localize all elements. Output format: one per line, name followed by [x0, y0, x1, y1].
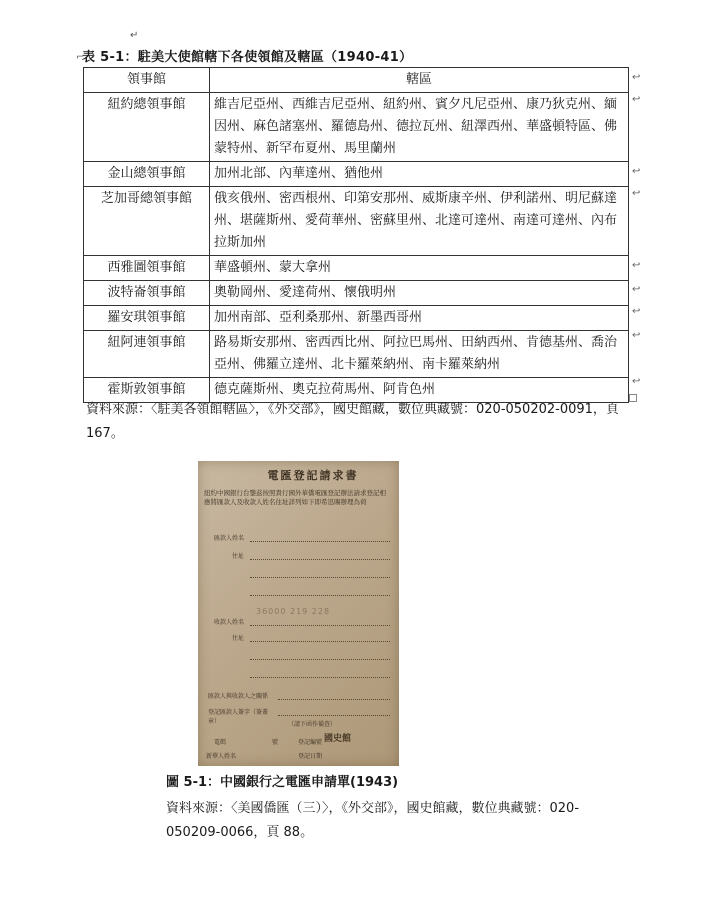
- end-of-row-mark: ↩: [632, 94, 641, 105]
- form-label: 住址: [232, 553, 245, 560]
- telegram-form-image: [198, 461, 399, 766]
- form-serial-number: 36000 219 228: [256, 607, 331, 616]
- end-of-row-mark: ↩: [632, 260, 641, 271]
- end-of-row-mark: ↩: [632, 284, 641, 295]
- form-line: [250, 625, 390, 626]
- consulate-districts: 路易斯安那州、密西西比州、阿拉巴馬州、田納西州、肯德基州、喬治亞州、佛羅立達州、北卡羅萊納州、南卡羅萊納州: [210, 331, 629, 378]
- form-label: 號: [272, 739, 279, 746]
- form-line: [250, 641, 390, 642]
- consulate-name: 霍斯敦領事館: [84, 378, 210, 403]
- form-label: 登記匯款人簽字（簽蓋章）: [208, 709, 269, 725]
- table-header-row: [84, 68, 629, 93]
- table-row: [84, 256, 629, 281]
- anchor-mark-icon: ⌐: [76, 52, 85, 63]
- form-label: 匯款人姓名: [214, 535, 245, 542]
- consulate-table: [83, 67, 629, 403]
- consulate-districts: 加州南部、亞利桑那州、新墨西哥州: [210, 306, 629, 331]
- end-of-row-mark: ↩: [632, 166, 641, 177]
- end-of-row-mark: ↩: [632, 72, 641, 83]
- form-label: 住址: [232, 635, 245, 642]
- form-line: [250, 559, 390, 560]
- form-label: 登記日期: [298, 753, 323, 760]
- table-source-note: 資料來源：〈駐美各領館轄區〉，《外交部》，國史館藏，數位典藏號：020-050202-0091，頁 167。: [86, 402, 619, 441]
- form-line: [278, 715, 390, 716]
- consulate-districts: 加州北部、內華達州、猶他州: [210, 162, 629, 187]
- column-header-districts: 轄區: [210, 68, 629, 93]
- end-of-row-mark: ↩: [632, 330, 641, 341]
- archive-stamp: 國史館: [324, 734, 352, 744]
- consulate-name: 羅安琪領事館: [84, 306, 210, 331]
- table-title: 表 5-1：駐美大使館轄下各使領館及轄區（1940-41）: [82, 50, 413, 65]
- table-row: [84, 187, 629, 256]
- consulate-name: 波特崙領事館: [84, 281, 210, 306]
- paragraph-mark: ↵: [130, 30, 139, 41]
- form-line: [250, 677, 390, 678]
- consulate-name: 西雅圖領事館: [84, 256, 210, 281]
- table-row: [84, 306, 629, 331]
- consulate-districts: 維吉尼亞州、西維吉尼亞州、紐約州、賓夕凡尼亞州、康乃狄克州、緬因州、麻色諸塞州、羅德島州、德拉瓦州、紐澤西州、華盛頓特區、佛蒙特州、新罕布夏州、馬里蘭州: [210, 93, 629, 162]
- table-row: [84, 331, 629, 378]
- form-line: [250, 659, 390, 660]
- column-header-consulate: 領事館: [84, 68, 210, 93]
- form-title: 電匯登記請求書: [267, 469, 359, 482]
- consulate-districts: 奧勒岡州、愛達荷州、懷俄明州: [210, 281, 629, 306]
- end-of-row-mark: ↩: [632, 306, 641, 317]
- form-label: 登記編號: [298, 739, 323, 746]
- form-label: 新華人姓名: [206, 753, 237, 760]
- consulate-name: 紐約總領事館: [84, 93, 210, 162]
- table-row: [84, 93, 629, 162]
- consulate-districts: 華盛頓州、蒙大拿州: [210, 256, 629, 281]
- consulate-name: 金山總領事館: [84, 162, 210, 187]
- consulate-districts: 俄亥俄州、密西根州、印第安那州、威斯康辛州、伊利諾州、明尼蘇達州、堪薩斯州、愛荷華州、密蘇里州、北達可達州、南達可達州、內布拉斯加州: [210, 187, 629, 256]
- form-label: 電碼: [214, 739, 227, 746]
- form-line: [278, 699, 390, 700]
- form-line: [250, 541, 390, 542]
- figure-caption: 圖 5-1：中國銀行之電匯申請單(1943): [166, 775, 399, 790]
- consulate-name: 芝加哥總領事館: [84, 187, 210, 256]
- table-row: [84, 281, 629, 306]
- consulate-name: 紐阿連領事館: [84, 331, 210, 378]
- cell-end-marker: [629, 394, 637, 402]
- form-line: [250, 595, 390, 596]
- consulate-districts: 德克薩斯州、奧克拉荷馬州、阿肯色州: [210, 378, 629, 403]
- form-label: 匯款人與收款人之關係: [208, 693, 269, 700]
- end-of-row-mark: ↩: [632, 376, 641, 387]
- end-of-row-mark: ↩: [632, 188, 641, 199]
- figure-source-note: 資料來源：〈美國僑匯（三）〉，《外交部》，國史館藏，數位典藏號：020-050209-0066，頁 88。: [166, 801, 580, 840]
- table-row: [84, 162, 629, 187]
- form-label: （請下函作備查）: [288, 721, 337, 728]
- form-line: [250, 577, 390, 578]
- form-intro-text: 紐約中國銀行台鑒茲按照貴行國外華僑電匯登記辦法請求登記相應將匯款人及收款人姓名住址詳列如下即希迅賜辦理為荷: [204, 489, 386, 506]
- form-label: 收款人姓名: [214, 619, 245, 626]
